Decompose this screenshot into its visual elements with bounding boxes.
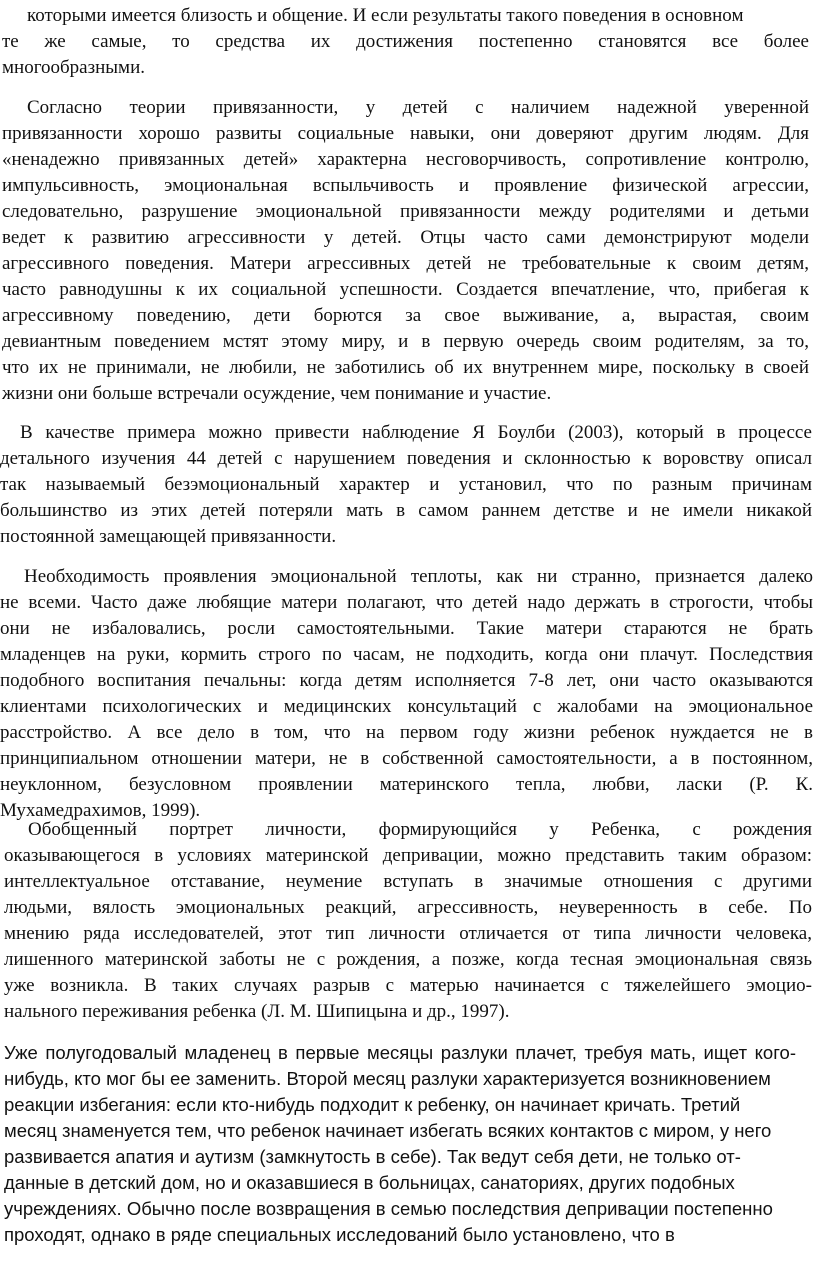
text-line: клиентами психологических и медицинских консультаций с жалобами на эмоциональное	[0, 696, 813, 717]
text-line: так называемый безэмоциональный характер и установил, что по разным причинам	[0, 474, 812, 495]
text-line: нибудь, кто мог бы ее заменить. Второй месяц разлуки характеризуется возникновением	[4, 1068, 771, 1089]
text-line: развивается апатия и аутизм (замкнутость в себе). Так ведут себя дети, не только от-	[4, 1146, 741, 1167]
text-line: В качестве примера можно привести наблюдение Я Боулби (2003), который в процессе	[20, 422, 812, 443]
text-line: интеллектуальное отставание, неумение вступать в значимые отношения с другими	[4, 871, 812, 892]
text-line: Обобщенный портрет личности, формирующийся у Ребенка, с рождения	[28, 819, 812, 840]
text-line: «ненадежно привязанных детей» характерна несговорчивость, сопротивление контролю,	[2, 149, 809, 170]
text-line: следовательно, разрушение эмоциональной привязанности между родителями и детьми	[2, 201, 809, 222]
text-line: людьми, вялость эмоциональных реакций, агрессивность, неуверенность в себе. По	[4, 897, 812, 918]
text-line: девиантным поведением мстят этому миру, и в первую очередь своим родителям, за то,	[2, 331, 809, 352]
text-line: неуклонном, безусловном проявлении материнского тепла, любви, ласки (Р. К.	[0, 774, 813, 795]
text-line: младенцев на руки, кормить строго по часам, не подходить, когда они плачут. Последствия	[0, 644, 813, 665]
text-line: не всеми. Часто даже любящие матери полагают, что детей надо держать в строгости, чтобы	[0, 592, 813, 613]
text-line: данные в детский дом, но и оказавшиеся в больницах, санаториях, других подобных	[4, 1172, 735, 1193]
text-line: расстройство. А все дело в том, что на первом году жизни ребенок нуждается не в	[0, 722, 813, 743]
text-line: большинство из этих детей потеряли мать в самом раннем детстве и не имели никакой	[0, 500, 812, 521]
text-line: они не избаловались, росли самостоятельными. Такие матери стараются не брать	[0, 618, 813, 639]
text-line: подобного воспитания печальны: когда детям исполняется 7-8 лет, они часто оказываются	[0, 670, 813, 691]
text-line: мнению ряда исследователей, этот тип личности отличается от типа личности человека,	[4, 923, 812, 944]
text-line: оказывающегося в условиях материнской депривации, можно представить таким образом:	[4, 845, 812, 866]
text-line: Мухамедрахимов, 1999).	[0, 800, 201, 821]
text-line: которыми имеется близость и общение. И если результаты такого поведения в основном	[27, 5, 744, 26]
text-line: ведет к развитию агрессивности у детей. Отцы часто сами демонстрируют модели	[2, 227, 809, 248]
text-line: лишенного материнской заботы не с рождения, а позже, когда тесная эмоциональная связь	[4, 949, 812, 970]
text-line: жизни они больше встречали осуждение, чем понимание и участие.	[2, 383, 552, 404]
text-line: многообразными.	[2, 57, 145, 78]
text-line: те же самые, то средства их достижения постепенно становятся все более	[2, 31, 809, 52]
text-line: учреждениях. Обычно после возвращения в семью последствия депривации постепенно	[4, 1198, 773, 1219]
text-line: уже возникла. В таких случаях разрыв с матерью начинается с тяжелейшего эмоцио-	[4, 975, 812, 996]
text-line: принципиальном отношении матери, не в собственной самостоятельности, а в постоянном,	[0, 748, 813, 769]
text-line: Уже полугодовалый младенец в первые месяцы разлуки плачет, требуя мать, ищет кого-	[4, 1042, 796, 1063]
text-line: что их не принимали, не любили, не заботились об их внутреннем мире, поскольку в своей	[2, 357, 809, 378]
text-line: детального изучения 44 детей с нарушением поведения и склонностью к воровству описал	[0, 448, 812, 469]
text-line: нального переживания ребенка (Л. М. Шипицына и др., 1997).	[4, 1001, 510, 1022]
text-line: привязанности хорошо развиты социальные навыки, они доверяют другим людям. Для	[2, 123, 809, 144]
text-line: месяц знаменуется тем, что ребенок начинает избегать всяких контактов с миром, у него	[4, 1120, 772, 1141]
text-line: агрессивного поведения. Матери агрессивных детей не требовательные к своим детям,	[2, 253, 809, 274]
text-line: агрессивному поведению, дети борются за свое выживание, а, вырастая, своим	[2, 305, 809, 326]
text-line: Необходимость проявления эмоциональной теплоты, как ни странно, признается далеко	[24, 566, 813, 587]
text-line: проходят, однако в ряде специальных исследований было установлено, что в	[4, 1224, 675, 1245]
text-line: импульсивность, эмоциональная вспыльчивость и проявление физической агрессии,	[2, 175, 809, 196]
text-line: Согласно теории привязанности, у детей с наличием надежной уверенной	[27, 97, 809, 118]
text-line: реакции избегания: если кто-нибудь подходит к ребенку, он начинает кричать. Третий	[4, 1094, 741, 1115]
text-line: часто равнодушны к их социальной успешности. Создается впечатление, что, прибегая к	[2, 279, 809, 300]
text-line: постоянной замещающей привязанности.	[0, 526, 337, 547]
